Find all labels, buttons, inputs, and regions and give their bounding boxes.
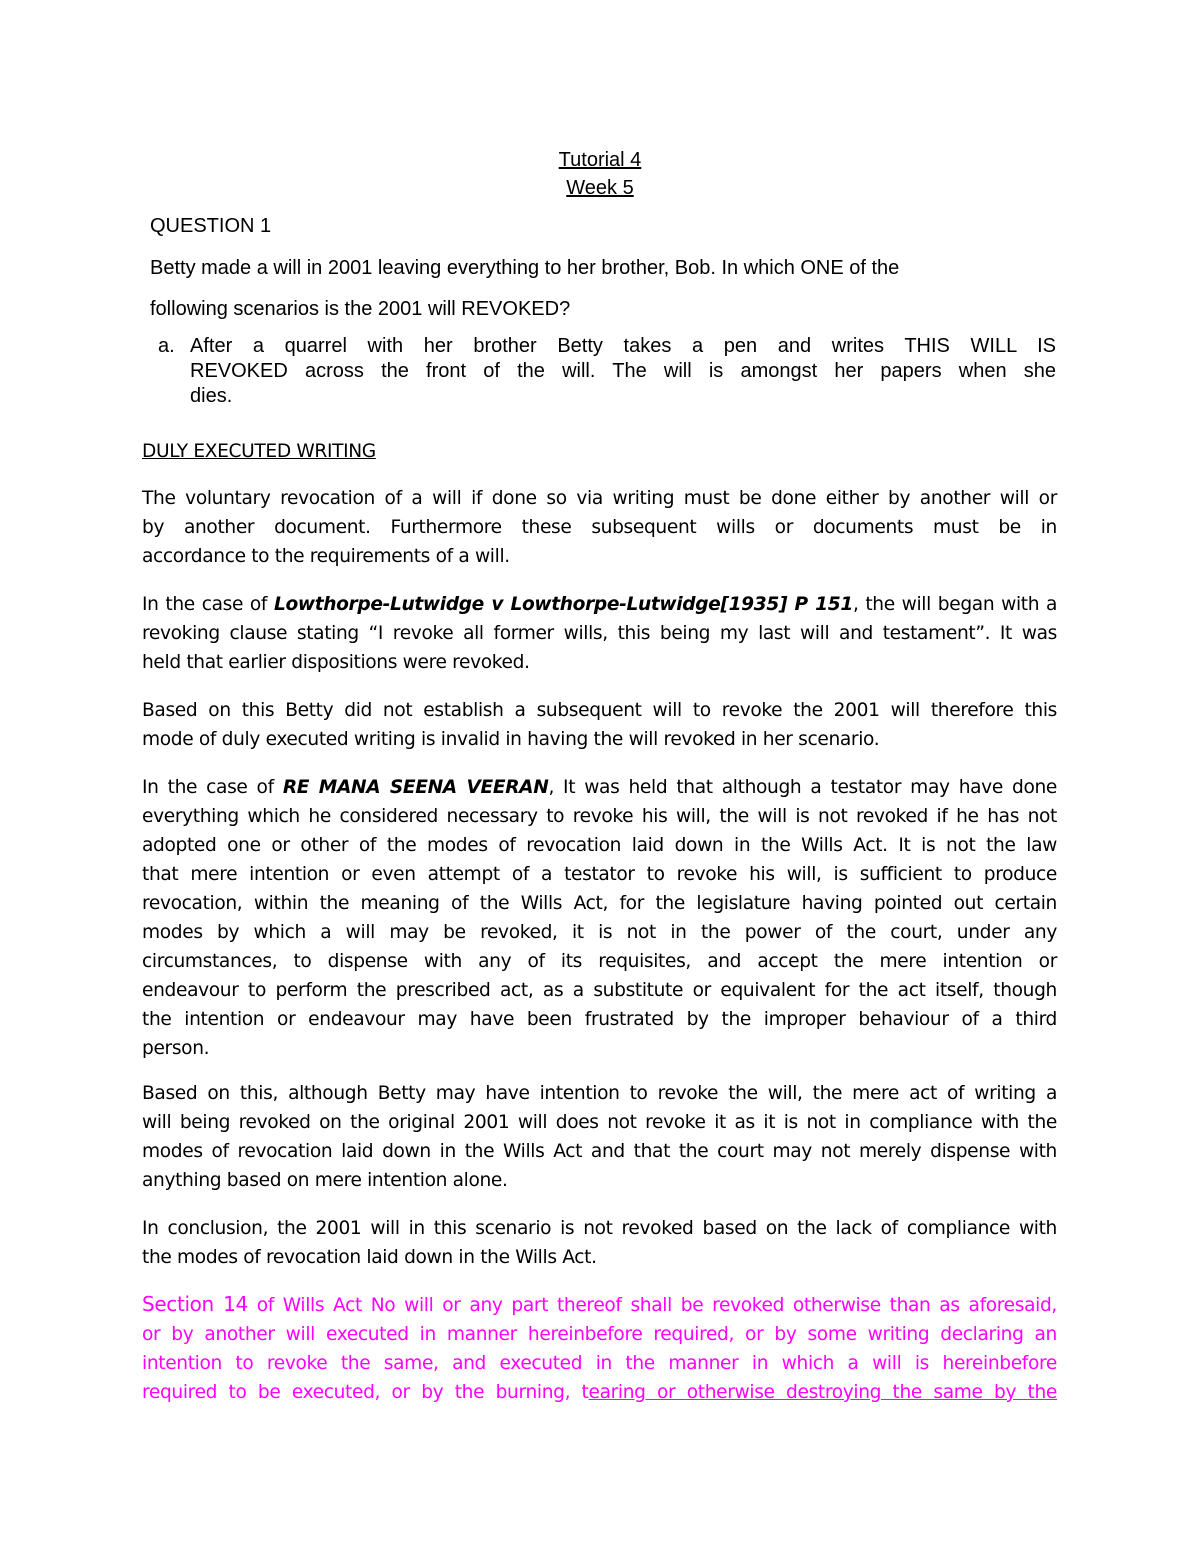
text-run: required to be executed, or by the burning, t — [142, 1382, 589, 1403]
paragraph-line: revoking clause stating “I revoke all former wills, this being my last will and testament”. It was — [142, 623, 1057, 644]
paragraph-line — [142, 1378, 1057, 1407]
paragraph-line: revocation, within the meaning of the Wills Act, for the legislature having pointed out certain — [142, 893, 1057, 914]
text-run: In the case of — [142, 777, 283, 798]
paragraph-line: endeavour to perform the prescribed act, as a substitute or equivalent for the act itself, though — [142, 980, 1057, 1001]
option-text-line: dies. — [190, 385, 233, 407]
paragraph-lowthorpe-case — [142, 590, 1057, 677]
paragraph-line: by another document. Furthermore these subsequent wills or documents must be in — [142, 517, 1057, 538]
document-title: Tutorial 4 — [558, 149, 642, 171]
case-citation: RE MANA SEENA VEERAN — [282, 777, 549, 798]
paragraph-line: the modes of revocation laid down in the Wills Act. — [142, 1247, 597, 1268]
paragraph-line: circumstances, to dispense with any of its requisites, and accept the mere intention or — [142, 951, 1057, 972]
document-subtitle: Week 5 — [566, 177, 634, 199]
paragraph-line — [142, 590, 1057, 619]
paragraph-line — [142, 1290, 1057, 1320]
question-text-line: following scenarios is the 2001 will REVOKED? — [150, 298, 571, 320]
paragraph-analysis-2 — [142, 1079, 1057, 1195]
paragraph-revocation-writing — [142, 484, 1057, 571]
paragraph-veeran-case — [142, 773, 1057, 1063]
option-text — [190, 334, 1056, 409]
paragraph-line: Based on this, although Betty may have intention to revoke the will, the mere act of writing a — [142, 1083, 1057, 1104]
paragraph-line: or by another will executed in manner hereinbefore required, or by some writing declaring an — [142, 1324, 1057, 1345]
paragraph-conclusion — [142, 1214, 1057, 1272]
paragraph-line: The voluntary revocation of a will if done so via writing must be done either by another will or — [142, 488, 1057, 509]
option-marker: a. — [158, 335, 175, 357]
text-run: , the will began with a — [852, 594, 1058, 615]
paragraph-line: intention to revoke the same, and executed in the manner in which a will is hereinbefore — [142, 1353, 1057, 1374]
question-text — [150, 248, 1050, 330]
paragraph-line: the intention or endeavour may have been frustrated by the improper behaviour of a third — [142, 1009, 1057, 1030]
paragraph-line: will being revoked on the original 2001 will does not revoke it as it is not in compliance with the — [142, 1112, 1057, 1133]
paragraph-line: anything based on mere intention alone. — [142, 1170, 508, 1191]
paragraph-line: Based on this Betty did not establish a subsequent will to revoke the 2001 will therefore this — [142, 700, 1057, 721]
text-run: , It was held that although a testator may have done — [548, 777, 1057, 798]
case-citation: Lowthorpe-Lutwidge v Lowthorpe-Lutwidge[1935] P 151 — [273, 594, 853, 615]
section-heading — [142, 437, 1057, 466]
question-text-line: Betty made a will in 2001 leaving everything to her brother, Bob. In which ONE of the — [150, 257, 900, 279]
paragraph-line: held that earlier dispositions were revoked. — [142, 652, 530, 673]
paragraph-section-14 — [142, 1290, 1057, 1407]
paragraph-line: mode of duly executed writing is invalid in having the will revoked in her scenario. — [142, 729, 880, 750]
text-run: In the case of — [142, 594, 274, 615]
paragraph-line: In conclusion, the 2001 will in this scenario is not revoked based on the lack of compliance with — [142, 1218, 1057, 1239]
underlined-text: earing or otherwise destroying the same by the — [588, 1382, 1057, 1403]
paragraph-analysis-1 — [142, 696, 1057, 754]
option-text-line: After a quarrel with her brother Betty takes a pen and writes THIS WILL IS — [190, 335, 1056, 357]
paragraph-line — [142, 773, 1057, 802]
paragraph-line: modes of revocation laid down in the Wills Act and that the court may not merely dispense with — [142, 1141, 1057, 1162]
section-heading-text: DULY EXECUTED WRITING — [142, 441, 376, 462]
paragraph-line: modes by which a will may be revoked, it is not in the power of the court, under any — [142, 922, 1057, 943]
paragraph-line: adopted one or other of the modes of revocation laid down in the Wills Act. It is not the law — [142, 835, 1057, 856]
option-text-line: REVOKED across the front of the will. The will is amongst her papers when she — [190, 360, 1056, 382]
section-label: Section 14 — [142, 1292, 248, 1316]
text-run: of Wills Act No will or any part thereof shall be revoked otherwise than as aforesaid, — [247, 1295, 1057, 1316]
paragraph-line: accordance to the requirements of a will. — [142, 546, 510, 567]
paragraph-line: person. — [142, 1038, 210, 1059]
paragraph-line: that mere intention or even attempt of a testator to revoke his will, is sufficient to produce — [142, 864, 1057, 885]
paragraph-line: everything which he considered necessary to revoke his will, the will is not revoked if he has not — [142, 806, 1057, 827]
question-heading: QUESTION 1 — [150, 215, 272, 237]
